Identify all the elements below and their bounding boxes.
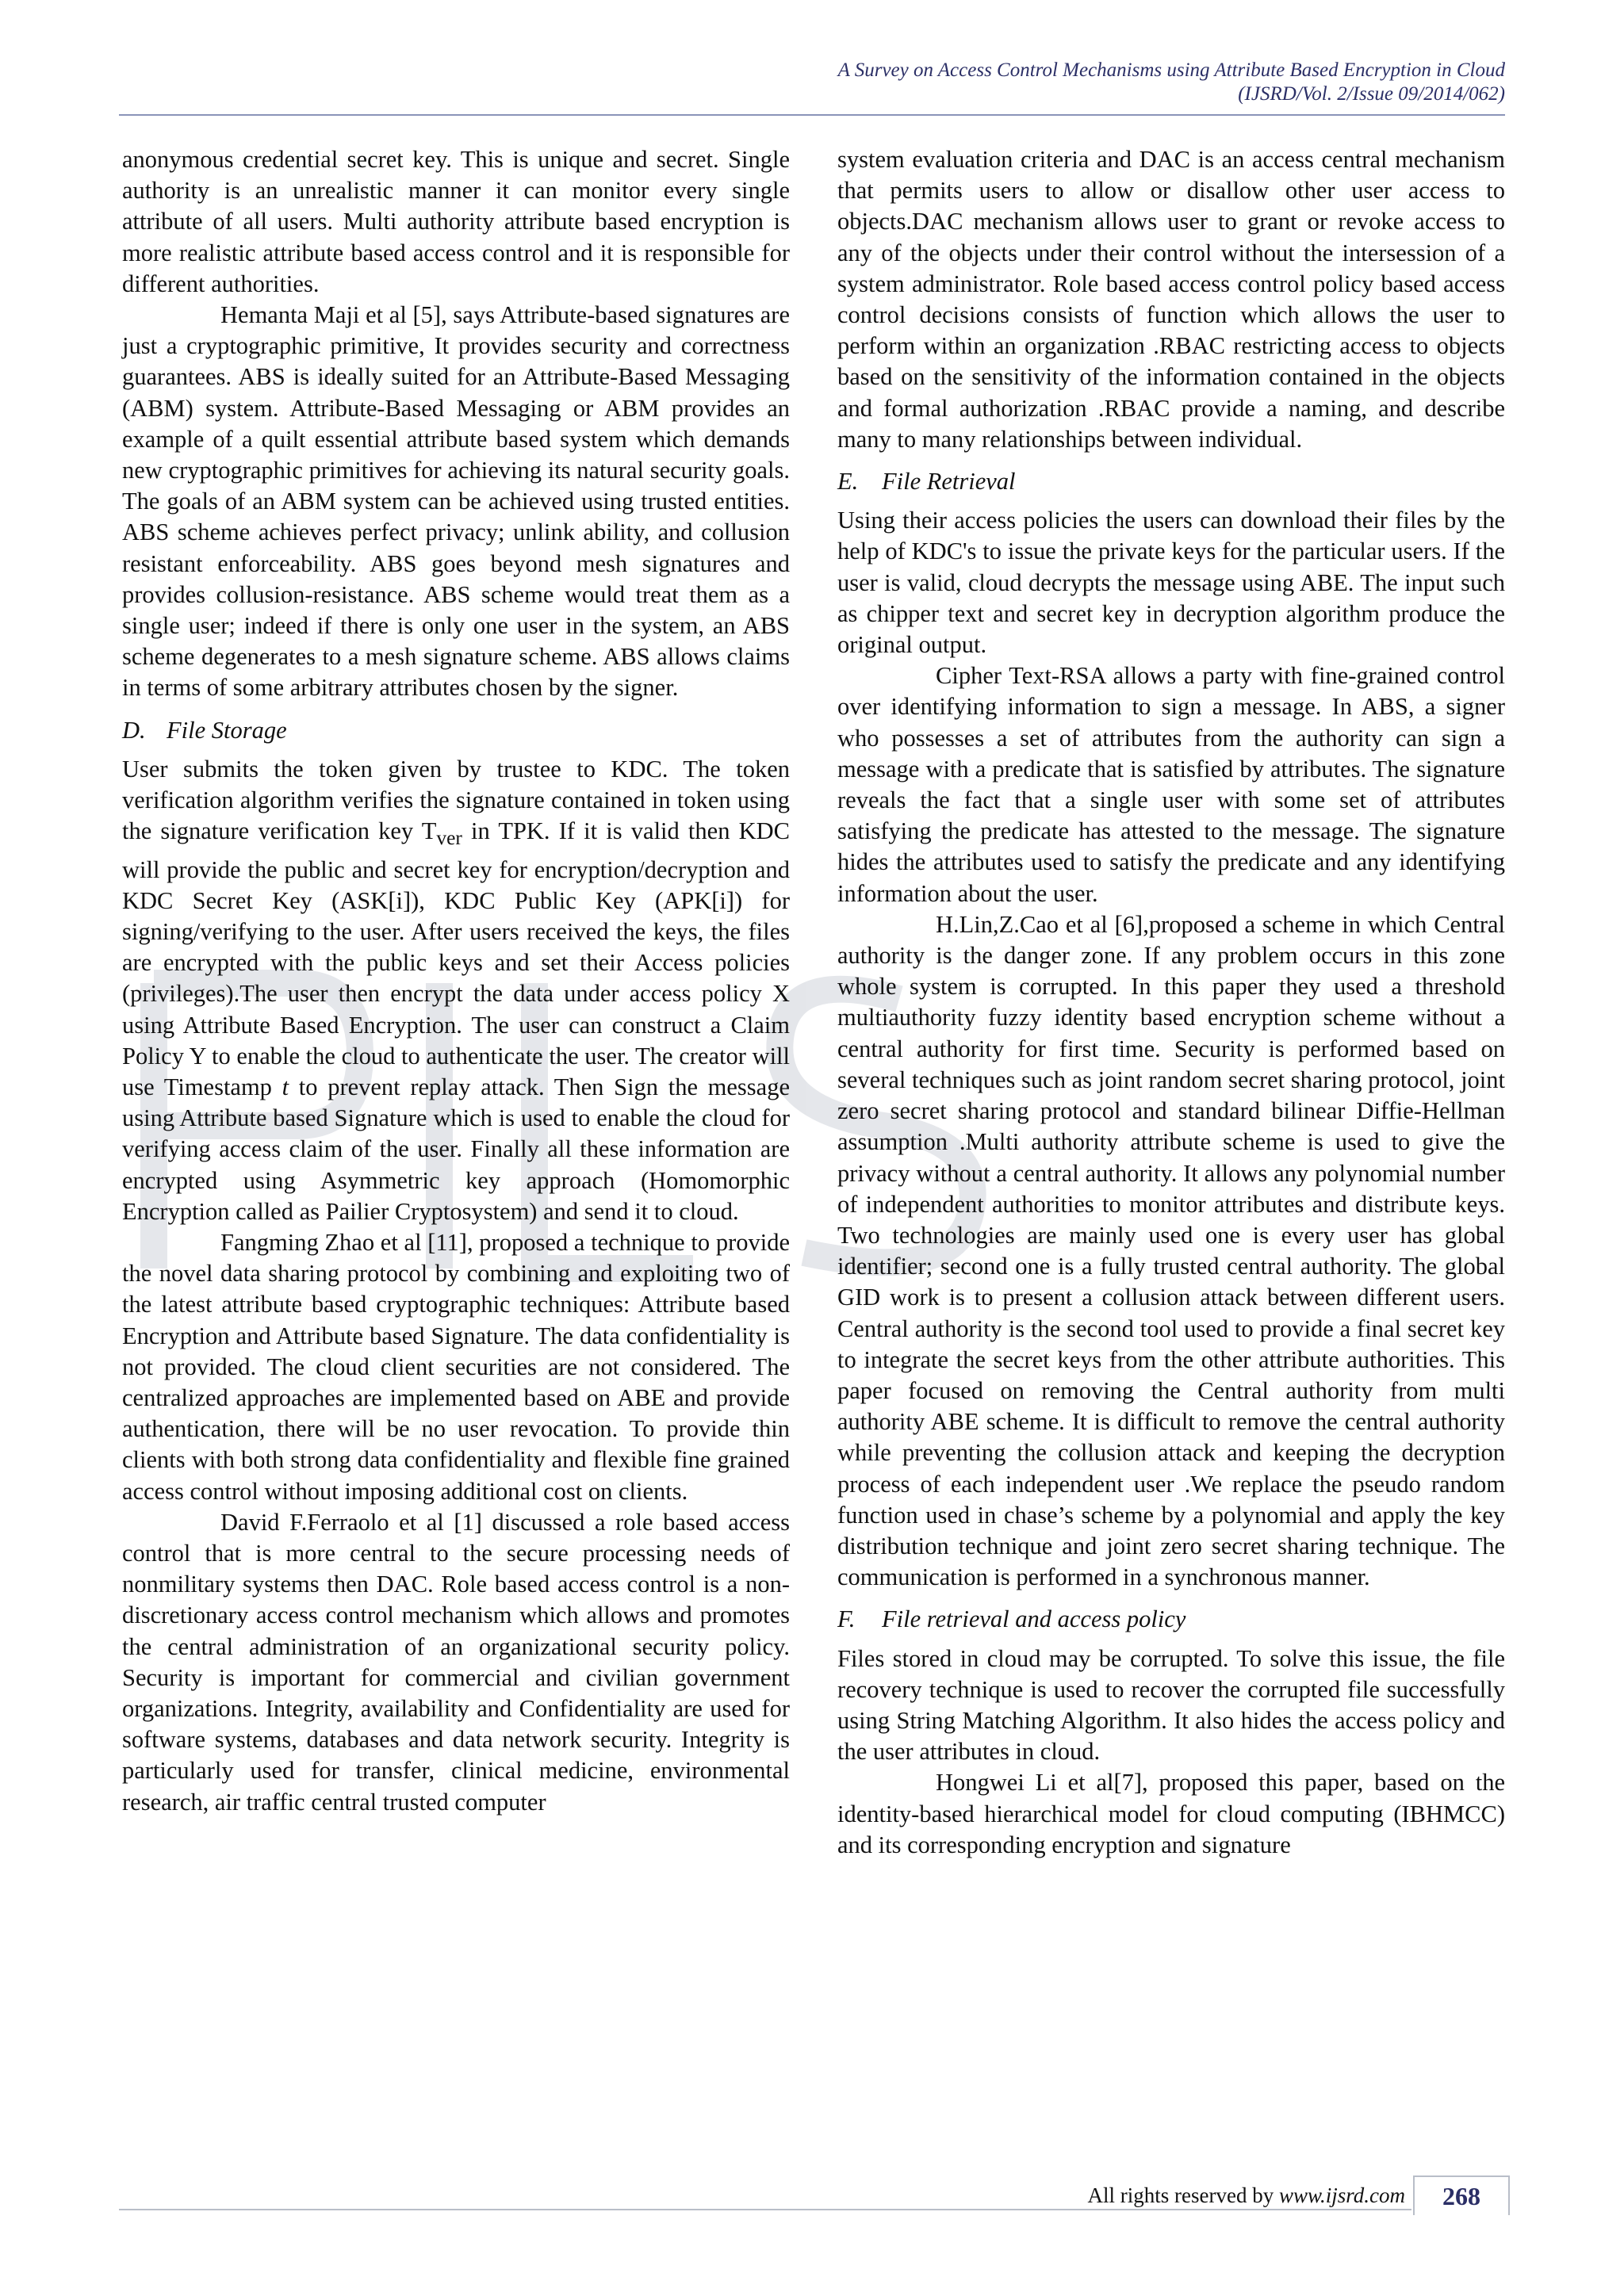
paragraph: H.Lin,Z.Cao et al [6],proposed a scheme in which Central authority is the danger zone. If any problem occurs in this zone whole system is corrupted. In this paper they used a threshold multiauthority fuzzy identity based encryption scheme without a central authority for first time. Security is performed based on several techniques such as joint random secret sharing protocol, joint zero secret sharing protocol and standard bilinear Diffie-Hellman assumption .Multi authority attribute scheme is used to give the privacy without a central authority. It allows any polynomial number of independent authorities to monitor attributes and distribute keys. Two technologies are mainly used one is every user has global identifier; second one is a fully trusted central authority. The global GID work is to present a collusion attack between different users. Central authority is the second tool used to provide a final secret key to integrate the secret keys from the other attribute authorities. This paper focused on removing the Central authority from multi authority ABE scheme. It is difficult to remove the central authority while preventing the collusion attack and keeping the decryption process of each independent user .We replace the pseudo random function used in chase’s scheme by a polynomial and apply the key distribution technique and joint zero secret sharing technique. The communication is performed in a synchronous manner. [837, 910, 1505, 1591]
header-citation: (IJSRD/Vol. 2/Issue 09/2014/062) [1238, 83, 1505, 105]
section-letter: D. [122, 716, 146, 744]
paragraph: Fangming Zhao et al [11], proposed a technique to provide the novel data sharing protocol by combining and exploiting two of the latest attribute based cryptographic techniques: Attribute based Encryption and Attribute based Signature. The data confidentiality is not provided. The cloud client securities are not considered. The centralized approaches are implemented based on ABE and provide authentication, there will be no user revocation. To provide thin clients with both strong data confidentiality and flexible fine grained access control without imposing additional cost on clients. [122, 1229, 790, 1505]
paragraph: Cipher Text-RSA allows a party with fine-grained control over identifying information to sign a message. In ABS, a signer who possesses a set of attributes from the authority can sign a message with a predicate that is satisfied by attributes. The signature reveals the fact that a single user with some set of attributes satisfying the predicate has attested to the message. The signature hides the attributes used to satisfy the predicate and any identifying information about the user. [837, 662, 1505, 907]
paragraph [122, 754, 790, 1227]
paragraph: system evaluation criteria and DAC is an access central mechanism that permits users to allow or disallow other user access to objects.DAC mechanism allows user to grant or revoke access to any of the objects under their control without the intersession of a system administrator. Role based access control policy based access control decisions consists of function which allows the user to perform within an organization .RBAC restricting access to objects based on the sensitivity of the information contained in the objects and formal authorization .RBAC provide a naming, and describe many to many relationships between individual. [837, 146, 1505, 453]
paragraph: David F.Ferraolo et al [1] discussed a role based access control that is more central to the secure processing needs of nonmilitary systems then DAC. Role based access control is a non-discretionary access control mechanism which allows and promotes the central administration of an organizational security policy. Security is important for commercial and civilian government organizations. Integrity, availability and Confidentiality are used for software systems, databases and data network security. Integrity is particularly used for transfer, clinical medicine, environmental research, air traffic central trusted computer [122, 1508, 790, 1816]
paragraph: Using their access policies the users can download their files by the help of KDC's to issue the private keys for the particular users. If the user is valid, cloud decrypts the message using ABE. The input such as chipper text and secret key in decryption algorithm produce the original output. [837, 507, 1505, 659]
right-column [837, 144, 1505, 1861]
footer-rights [872, 2182, 1405, 2209]
header-title: A Survey on Access Control Mechanisms using Attribute Based Encryption in Cloud [837, 59, 1505, 81]
section-heading-f [837, 1604, 1505, 1635]
italic-variable: t [282, 1073, 289, 1100]
section-title: File Retrieval [882, 468, 1016, 496]
section-heading-e [837, 466, 1505, 497]
page-number: 268 [1413, 2175, 1510, 2215]
header-divider [119, 114, 1505, 116]
text-run: User submits the token given by trustee to KDC. The token verification algorithm verifies the signature contained in token using the signature verification key T [122, 755, 790, 845]
left-column [122, 144, 790, 1818]
text-run: to prevent replay attack. Then Sign the message using Attribute based Signature which is used to enable the cloud for verifying access claim of the user. Finally all these information are encrypted using Asymmetric key approach (Homomorphic Encryption called as Pailier Cryptosystem) and send it to cloud. [122, 1073, 790, 1225]
footer-rights-label: All rights reserved by [1087, 2183, 1279, 2207]
paragraph: anonymous credential secret key. This is unique and secret. Single authority is an unrealistic manner it can monitor every single attribute of all users. Multi authority attribute based encryption is more realistic attribute based access control and it is responsible for different authorities. [122, 146, 790, 297]
section-letter: F. [837, 1605, 856, 1633]
footer-site-link[interactable]: www.ijsrd.com [1278, 2183, 1405, 2207]
section-title: File Storage [167, 716, 287, 744]
paragraph: Files stored in cloud may be corrupted. To solve this issue, the file recovery technique is used to recover the corrupted file successfully using String Matching Algorithm. It also hides the access policy and the user attributes in cloud. [837, 1644, 1505, 1766]
paragraph: Hongwei Li et al[7], proposed this paper, based on the identity-based hierarchical model for cloud computing (IBHMCC) and its corresponding encryption and signature [837, 1769, 1505, 1858]
running-header [474, 59, 1505, 106]
section-heading-d [122, 715, 790, 746]
text-run: in TPK. If it is valid then KDC will provide the public and secret key for encryption/decryption and KDC Secret Key (ASK[i]), KDC Public Key (APK[i]) for signing/verifying to the user. After users received the keys, the files are encrypted with the public keys and set their Access policies (privileges).The user then encrypt the data under access policy X using Attribute Based Encryption. The user can construct a Claim Policy Y to enable the cloud to authenticate the user. The creator will use Timestamp [122, 817, 790, 1100]
section-title: File retrieval and access policy [882, 1605, 1186, 1633]
subscript: ver [436, 827, 462, 850]
section-letter: E. [837, 468, 859, 496]
footer-divider [119, 2209, 1411, 2210]
paragraph: Hemanta Maji et al [5], says Attribute-based signatures are just a cryptographic primitive, It provides security and correctness guarantees. ABS is ideally suited for an Attribute-Based Messaging (ABM) system. Attribute-Based Messaging or ABM provides an example of a quilt essential attribute based system which demands new cryptographic primitives for achieving its natural security goals. The goals of an ABM system can be achieved using trusted entities. ABS scheme achieves perfect privacy; unlink ability, and collusion resistant enforceability. ABS goes beyond mesh signatures and provides collusion-resistance. ABS scheme would treat them as a single user; indeed if there is only one user in the system, an ABS scheme degenerates to a mesh signature scheme. ABS allows claims in terms of some arbitrary attributes chosen by the signer. [122, 301, 790, 702]
